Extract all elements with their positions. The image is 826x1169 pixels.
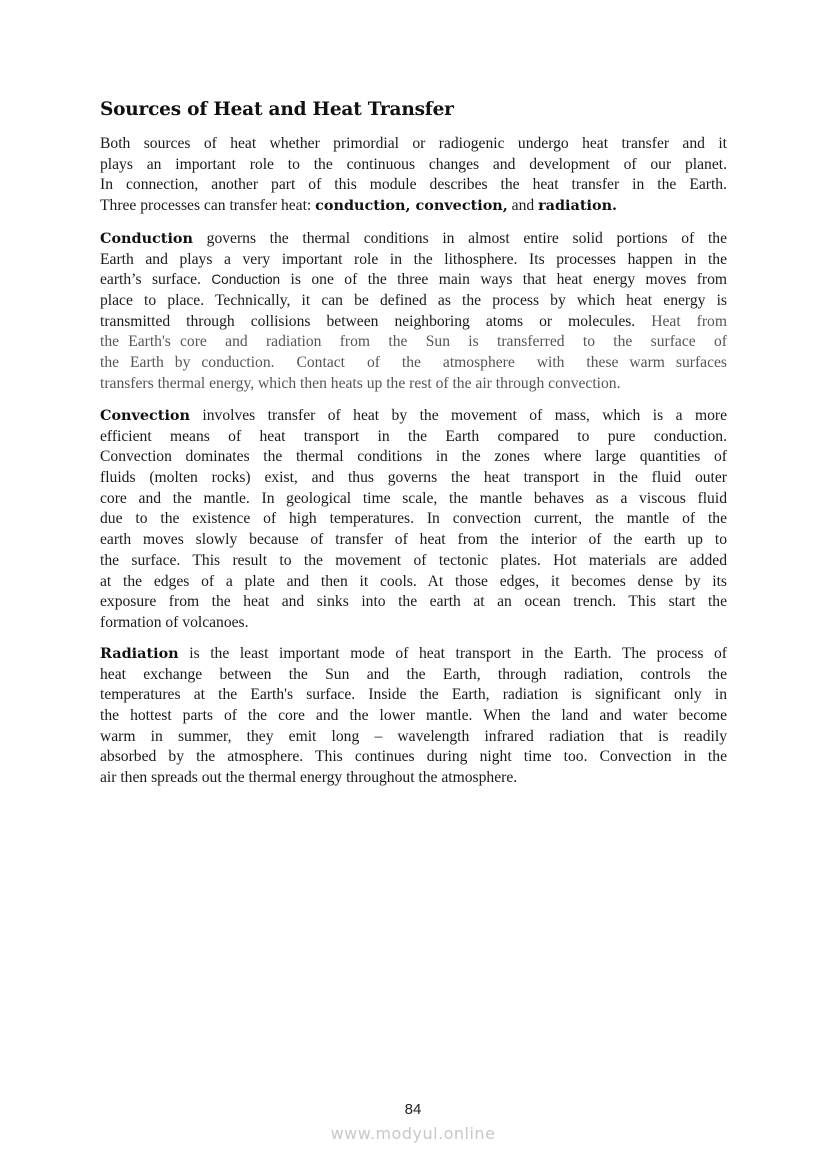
text-line	[100, 250, 727, 271]
text-line	[100, 489, 727, 510]
text-segment: is the least important mode of heat transport in the Earth. The process of	[178, 645, 727, 662]
text-line	[100, 665, 727, 686]
text-line	[100, 374, 727, 395]
text-line	[100, 685, 727, 706]
text-line	[100, 134, 727, 155]
text-line	[100, 706, 727, 727]
text-line	[100, 155, 727, 176]
text-segment: transfers thermal energy, which then heats up the rest of the air through convection.	[100, 374, 621, 392]
text-segment: Conduction	[211, 272, 281, 288]
text-line	[100, 312, 727, 333]
text-line	[100, 196, 727, 217]
text-segment: heat exchange between the Sun and the Earth, through radiation, controls the	[100, 665, 727, 683]
text-segment: and	[507, 197, 539, 215]
text-line	[100, 291, 727, 312]
text-segment: earth’s surface.	[100, 271, 212, 289]
text-segment: Three processes can transfer heat:	[100, 197, 316, 215]
text-segment: Earth and plays a very important role in the lithosphere. Its processes happen in the	[100, 250, 727, 268]
section-title: Sources of Heat and Heat Transfer	[100, 99, 454, 120]
text-segment: warm in summer, they emit long – wavelength infrared radiation that is readily	[100, 727, 727, 745]
text-segment: core and the mantle. In geological time scale, the mantle behaves as a viscous fluid	[100, 489, 727, 507]
text-segment: formation of volcanoes.	[100, 613, 249, 631]
text-segment: air then spreads out the thermal energy throughout the atmosphere.	[100, 769, 518, 787]
paragraph-intro	[100, 134, 727, 217]
text-line	[100, 270, 727, 291]
paragraph-conduction	[100, 229, 727, 395]
text-line	[100, 468, 727, 489]
text-line	[100, 644, 727, 665]
text-segment: the hottest parts of the core and the lower mantle. When the land and water become	[100, 707, 727, 725]
watermark: www.modyul.online	[330, 1124, 496, 1143]
text-segment: absorbed by the atmosphere. This continues during night time too. Convection in the	[100, 748, 727, 766]
text-line	[100, 592, 727, 613]
text-line	[100, 406, 727, 427]
text-segment: fluids (molten rocks) exist, and thus governs the heat transport in the fluid outer	[100, 469, 727, 487]
text-segment: due to the existence of high temperatures. In convection current, the mantle of the	[100, 510, 727, 528]
text-segment: plays an important role to the continuous changes and development of our planet.	[100, 155, 727, 173]
bold-term: Radiation	[100, 645, 179, 662]
text-segment: place to place. Technically, it can be defined as the process by which heat energy is	[100, 292, 727, 310]
text-line	[100, 229, 727, 250]
text-segment: at the edges of a plate and then it cools. At those edges, it becomes dense by its	[100, 572, 727, 590]
text-segment: involves transfer of heat by the movement of mass, which is a more	[189, 407, 727, 424]
text-line	[100, 768, 727, 789]
paragraph-radiation	[100, 644, 727, 789]
text-line	[100, 551, 727, 572]
text-segment: earth moves slowly because of transfer of heat from the interior of the earth up to	[100, 531, 727, 549]
text-segment: transmitted through collisions between neighboring atoms or molecules.	[100, 312, 652, 330]
text-line	[100, 175, 727, 196]
bold-term: Conduction	[100, 230, 193, 247]
text-segment: Heat from	[651, 312, 727, 330]
text-segment: temperatures at the Earth's surface. Inside the Earth, radiation is significant only in	[100, 686, 727, 704]
text-segment: is one of the three main ways that heat energy moves from	[280, 271, 728, 289]
text-line	[100, 747, 727, 768]
text-line	[100, 353, 727, 374]
text-segment: In connection, another part of this module describes the heat transfer in the Earth.	[100, 176, 727, 194]
text-segment: Both sources of heat whether primordial or radiogenic undergo heat transfer and it	[100, 135, 727, 152]
text-line	[100, 572, 727, 593]
bold-term: Convection	[100, 407, 190, 424]
text-segment: the Earth by conduction. Contact of the atmosphere with these warm surfaces	[100, 354, 727, 372]
text-segment: governs the thermal conditions in almost entire solid portions of the	[192, 230, 727, 247]
bold-term: conduction, convection,	[315, 197, 508, 215]
text-line	[100, 613, 727, 634]
text-segment: Convection dominates the thermal conditions in the zones where large quantities of	[100, 448, 727, 466]
text-line	[100, 509, 727, 530]
bold-term: radiation.	[538, 197, 618, 215]
text-segment: the Earth's core and radiation from the Sun is transferred to the surface of	[100, 333, 727, 351]
text-line	[100, 727, 727, 748]
text-line	[100, 530, 727, 551]
text-line	[100, 332, 727, 353]
text-segment: exposure from the heat and sinks into the earth at an ocean trench. This start the	[100, 593, 727, 611]
text-segment: the surface. This result to the movement of tectonic plates. Hot materials are added	[100, 551, 727, 569]
text-line	[100, 427, 727, 448]
text-line	[100, 447, 727, 468]
paragraph-convection	[100, 406, 727, 634]
page-number: 84	[404, 1101, 422, 1118]
text-segment: efficient means of heat transport in the Earth compared to pure conduction.	[100, 427, 727, 445]
